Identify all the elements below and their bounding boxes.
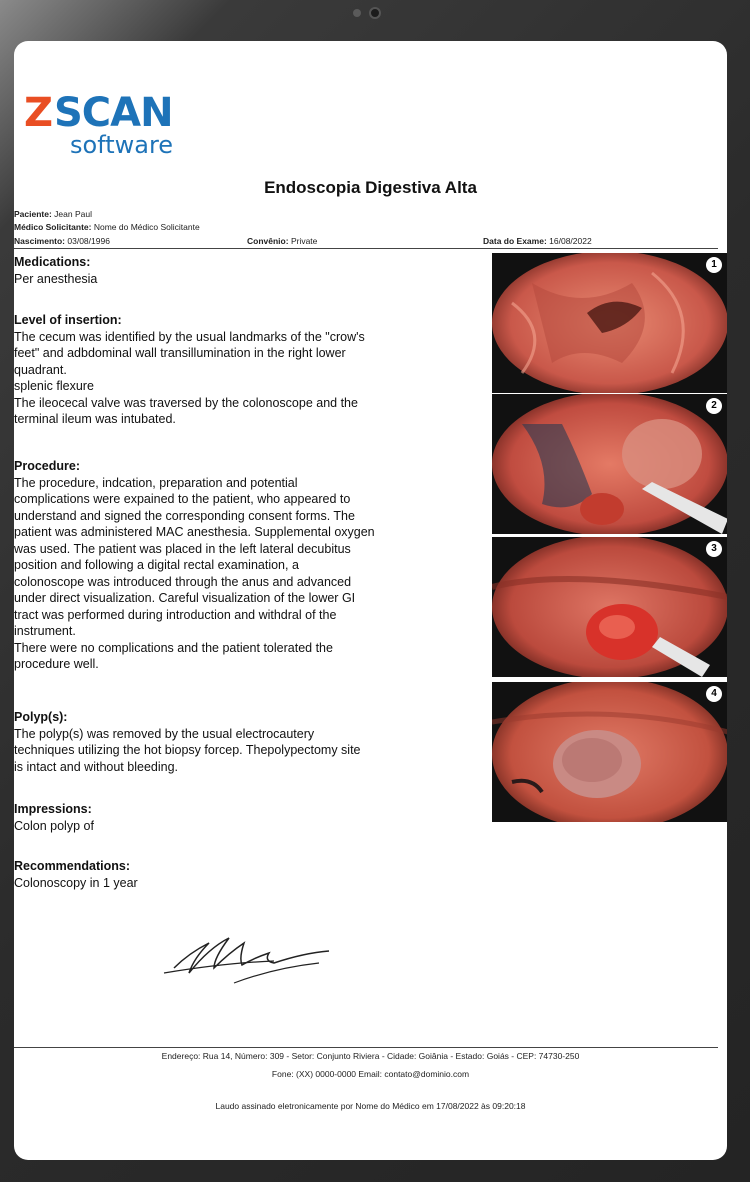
medications-line: Per anesthesia bbox=[14, 271, 98, 286]
procedure-line: was used. The patient was placed in the left lateral decubitus bbox=[14, 541, 351, 556]
insertion-line: quadrant. bbox=[14, 362, 67, 377]
procedure-line: position and following a digital rectal examination, a bbox=[14, 558, 299, 572]
procedure-line: tract was performed during introduction and withdral of the bbox=[14, 607, 337, 622]
polyps-line: is intact and without bleeding. bbox=[14, 759, 178, 774]
logo-name: SCAN bbox=[54, 90, 173, 136]
handwritten-signature bbox=[154, 913, 334, 993]
report-page bbox=[14, 41, 727, 1160]
footer-address: Endereço: Rua 14, Número: 309 - Setor: Conjunto Riviera - Cidade: Goiânia - Estado: Goiás - CEP: 74730-250 bbox=[161, 1051, 580, 1061]
doctor-name: Nome do Médico Solicitante bbox=[93, 222, 200, 232]
logo-letter: Z bbox=[24, 90, 54, 136]
procedure-line: procedure well. bbox=[14, 657, 99, 671]
footer-signed-note: Laudo assinado eletronicamente por Nome do Médico em 17/08/2022 às 09:20:18 bbox=[215, 1101, 526, 1111]
recommendations-section bbox=[14, 858, 454, 891]
procedure-line: There were no complications and the patient tolerated the bbox=[14, 640, 333, 655]
image-number-badge: 1 bbox=[706, 257, 722, 273]
insertion-line: terminal ileum was intubated. bbox=[14, 412, 176, 426]
procedure-section bbox=[14, 458, 454, 673]
procedure-line: patient was administered MAC anesthesia. Supplemental oxygen bbox=[14, 525, 375, 539]
procedure-line: colonoscope was introduced through the anus and advanced bbox=[14, 574, 352, 589]
medications-heading: Medications: bbox=[14, 255, 91, 269]
recommendations-heading: Recommendations: bbox=[14, 859, 130, 873]
endoscopy-image-1[interactable] bbox=[492, 253, 727, 393]
image-number-badge: 3 bbox=[706, 541, 722, 557]
birth-line: Nascimento: 03/08/1996 bbox=[14, 236, 110, 246]
procedure-line: The procedure, indcation, preparation and potential bbox=[14, 475, 298, 490]
footer-contact: Fone: (XX) 0000-0000 Email: contato@dominio.com bbox=[271, 1069, 470, 1079]
procedure-line: instrument. bbox=[14, 624, 76, 638]
insertion-line: splenic flexure bbox=[14, 379, 94, 393]
recommendations-line: Colonoscopy in 1 year bbox=[14, 875, 138, 890]
impressions-heading: Impressions: bbox=[14, 802, 92, 816]
report-title: Endoscopia Digestiva Alta bbox=[264, 178, 477, 197]
exam-date-line: Data do Exame: 16/08/2022 bbox=[483, 236, 592, 246]
insurance-line: Convênio: Private bbox=[247, 236, 318, 246]
procedure-line: under direct visualization. Careful visualization of the lower GI bbox=[14, 591, 356, 605]
logo-subtitle: software bbox=[70, 131, 174, 159]
insertion-line: The cecum was identified by the usual landmarks of the "crow's bbox=[14, 329, 365, 344]
polyps-section bbox=[14, 709, 454, 775]
procedure-heading: Procedure: bbox=[14, 459, 80, 473]
polyps-line: techniques utilizing the hot biopsy forcep. Thepolypectomy site bbox=[14, 743, 361, 757]
insertion-line: The ileocecal valve was traversed by the colonoscope and the bbox=[14, 395, 358, 410]
procedure-line: understand and signed the corresponding consent forms. The bbox=[14, 508, 355, 523]
image-number-badge: 4 bbox=[706, 686, 722, 702]
insertion-section bbox=[14, 312, 454, 428]
endoscopy-image-2[interactable] bbox=[492, 394, 727, 534]
endoscopy-image-4[interactable] bbox=[492, 682, 727, 822]
image-number-badge: 2 bbox=[706, 398, 722, 414]
medications-section bbox=[14, 254, 454, 287]
patient-name: Jean Paul bbox=[54, 209, 92, 219]
polyps-heading: Polyp(s): bbox=[14, 710, 68, 724]
polyps-line: The polyp(s) was removed by the usual electrocautery bbox=[14, 726, 315, 741]
endoscopy-image-3[interactable] bbox=[492, 537, 727, 677]
footer-divider bbox=[14, 1047, 718, 1048]
exam-date: 16/08/2022 bbox=[549, 236, 592, 246]
impressions-line: Colon polyp of bbox=[14, 818, 94, 833]
insertion-line: feet" and adbdominal wall transillumination in the right lower bbox=[14, 346, 346, 360]
header-divider bbox=[14, 248, 718, 249]
insurance-value: Private bbox=[290, 236, 318, 246]
birth-date: 03/08/1996 bbox=[67, 236, 110, 246]
procedure-line: complications were expained to the patient, who appeared to bbox=[14, 492, 351, 506]
zscan-logo bbox=[24, 90, 199, 163]
insertion-heading: Level of insertion: bbox=[14, 313, 122, 327]
camera-lens bbox=[369, 7, 381, 19]
doctor-line: Médico Solicitante: Nome do Médico Solicitante bbox=[14, 222, 200, 232]
camera-dot bbox=[353, 9, 361, 17]
patient-line: Paciente: Jean Paul bbox=[14, 209, 92, 219]
impressions-section bbox=[14, 801, 454, 834]
